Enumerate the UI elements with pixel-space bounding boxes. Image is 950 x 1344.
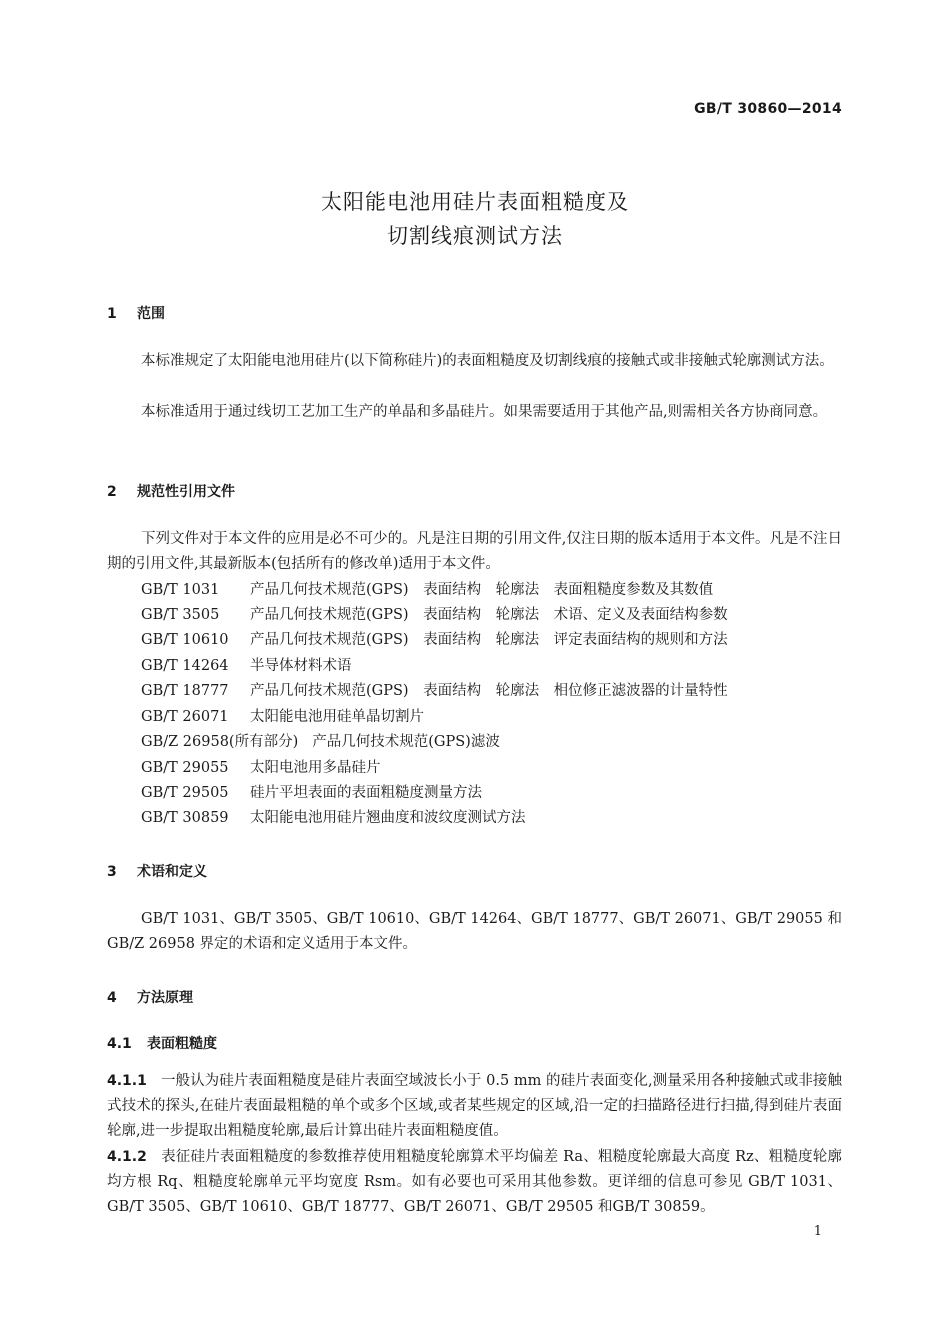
reference-title: 太阳能电池用硅单晶切割片 bbox=[250, 709, 424, 725]
reference-title: 太阳电池用多晶硅片 bbox=[250, 760, 381, 776]
reference-code: GB/T 26071 bbox=[141, 709, 229, 725]
document-title-line-1: 太阳能电池用硅片表面粗糙度及 bbox=[321, 190, 629, 214]
subsection-title: 表面粗糙度 bbox=[147, 1036, 217, 1052]
section-number: 4 bbox=[107, 990, 117, 1006]
reference-code: GB/T 1031 bbox=[141, 582, 220, 598]
subsection-4-1-heading bbox=[107, 1033, 217, 1053]
reference-title: 产品几何技术规范(GPS) 表面结构 轮廓法 相位修正滤波器的计量特性 bbox=[250, 683, 728, 699]
clause-text: 一般认为硅片表面粗糙度是硅片表面空域波长小于 0.5 mm 的硅片表面变化,测量采用各种接触式或非接触式技术的探头,在硅片表面最粗糙的单个或多个区域,或者某些规定的区域,沿一定的扫描路径进行扫描,得到硅片表面轮廓,进一步提取出粗糙度轮廓,最后计算出硅片表面粗糙度值。 bbox=[107, 1073, 842, 1139]
section-4-heading bbox=[107, 987, 193, 1007]
reference-title: 产品几何技术规范(GPS) 表面结构 轮廓法 表面粗糙度参数及其数值 bbox=[250, 582, 714, 598]
section-title: 术语和定义 bbox=[137, 864, 207, 880]
reference-item bbox=[141, 603, 728, 628]
reference-title: 产品几何技术规范(GPS) 表面结构 轮廓法 评定表面结构的规则和方法 bbox=[250, 632, 728, 648]
reference-code: GB/T 29505 bbox=[141, 785, 229, 801]
reference-item bbox=[141, 654, 352, 679]
reference-item bbox=[141, 730, 500, 755]
clause-number: 4.1.2 bbox=[107, 1149, 147, 1165]
page-number: 1 bbox=[813, 1224, 822, 1239]
reference-code: GB/T 18777 bbox=[141, 683, 229, 699]
subsection-number: 4.1 bbox=[107, 1036, 132, 1052]
reference-title: 产品几何技术规范(GPS)滤波 bbox=[312, 734, 500, 750]
reference-item bbox=[141, 756, 381, 781]
reference-item bbox=[141, 578, 713, 603]
clause-text: 表征硅片表面粗糙度的参数推荐使用粗糙度轮廓算术平均偏差 Ra、粗糙度轮廓最大高度 Rz、粗糙度轮廓均方根 Rq、粗糙度轮廓单元平均宽度 Rsm。如有必要也可采用其他参数。更详细的信息可参见 GB/T 1031、GB/T 3505、GB/T 10610、GB/T 18777、GB/T 26071、GB/T 29505 和GB/T 30859。 bbox=[107, 1149, 842, 1215]
section-number: 2 bbox=[107, 484, 117, 500]
reference-code: GB/T 30859 bbox=[141, 810, 229, 826]
reference-code: GB/T 10610 bbox=[141, 632, 229, 648]
reference-item bbox=[141, 679, 728, 704]
section-1-paragraph-2: 本标准适用于通过线切工艺加工生产的单晶和多晶硅片。如果需要适用于其他产品,则需相关各方协商同意。 bbox=[141, 404, 828, 420]
section-title: 范围 bbox=[137, 306, 165, 322]
section-3-paragraph-1: GB/T 1031、GB/T 3505、GB/T 10610、GB/T 14264、GB/T 18777、GB/T 26071、GB/T 29055 和 GB/Z 26958 界定的术语和定义适用于本文件。 bbox=[107, 911, 842, 952]
reference-code: GB/T 3505 bbox=[141, 607, 220, 623]
section-2-paragraph-1: 下列文件对于本文件的应用是必不可少的。凡是注日期的引用文件,仅注日期的版本适用于本文件。凡是不注日期的引用文件,其最新版本(包括所有的修改单)适用于本文件。 bbox=[107, 531, 842, 572]
reference-title: 半导体材料术语 bbox=[250, 658, 352, 674]
document-title-line-2: 切割线痕测试方法 bbox=[387, 224, 563, 248]
section-3-heading bbox=[107, 861, 207, 881]
reference-item bbox=[141, 806, 526, 831]
reference-title: 产品几何技术规范(GPS) 表面结构 轮廓法 术语、定义及表面结构参数 bbox=[250, 607, 728, 623]
section-title: 规范性引用文件 bbox=[137, 484, 235, 500]
section-1-heading bbox=[107, 303, 165, 323]
reference-code: GB/T 29055 bbox=[141, 760, 229, 776]
section-title: 方法原理 bbox=[137, 990, 193, 1006]
reference-title: 太阳能电池用硅片翘曲度和波纹度测试方法 bbox=[250, 810, 526, 826]
clause-number: 4.1.1 bbox=[107, 1073, 147, 1089]
clause-4-1-2 bbox=[107, 1145, 842, 1220]
reference-item bbox=[141, 705, 424, 730]
reference-title: 硅片平坦表面的表面粗糙度测量方法 bbox=[250, 785, 482, 801]
section-number: 3 bbox=[107, 864, 117, 880]
section-2-heading bbox=[107, 481, 235, 501]
reference-item bbox=[141, 628, 728, 653]
section-number: 1 bbox=[107, 306, 117, 322]
clause-4-1-1 bbox=[107, 1069, 842, 1144]
standard-code: GB/T 30860—2014 bbox=[694, 101, 842, 117]
reference-code: GB/Z 26958(所有部分) bbox=[141, 734, 299, 750]
reference-item bbox=[141, 781, 482, 806]
section-1-paragraph-1: 本标准规定了太阳能电池用硅片(以下简称硅片)的表面粗糙度及切割线痕的接触式或非接触式轮廓测试方法。 bbox=[141, 353, 834, 369]
reference-code: GB/T 14264 bbox=[141, 658, 229, 674]
